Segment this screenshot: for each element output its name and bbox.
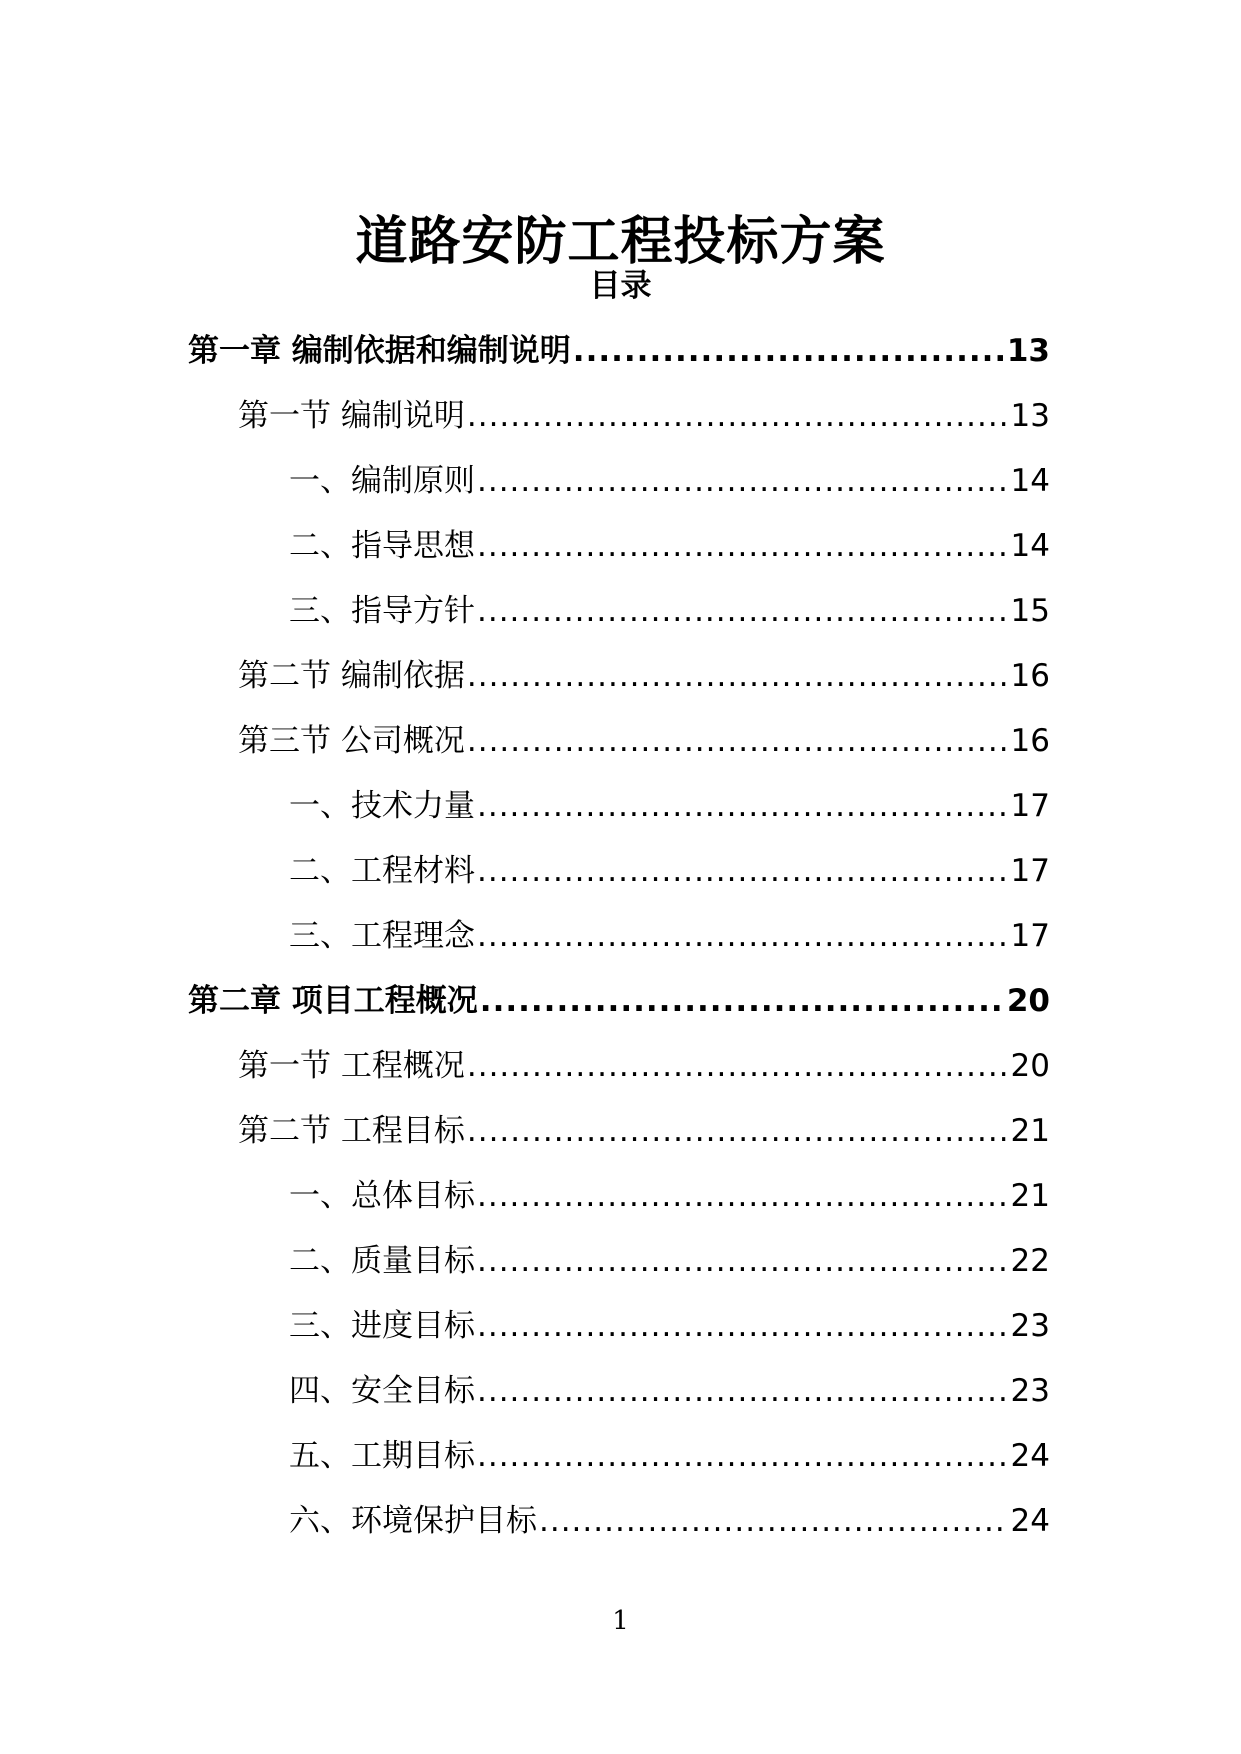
document-title: 道路安防工程投标方案: [355, 211, 886, 272]
toc-entry-title: 第一节 编制说明: [238, 398, 465, 434]
toc-entry-title: 第二节 工程目标: [238, 1113, 465, 1149]
toc-entry-page-number: 17: [1010, 853, 1050, 889]
toc-entry-title: 第一章 编制依据和编制说明: [188, 333, 571, 369]
toc-dot-leader: [573, 326, 1005, 376]
toc-entry-title: 一、总体目标: [289, 1178, 475, 1214]
toc-entry-title: 第三节 公司概况: [238, 723, 465, 759]
toc-entry-title: 一、技术力量: [289, 788, 475, 824]
toc-entry-title: 第二章 项目工程概况: [188, 983, 478, 1019]
toc-entry-page-number: 17: [1010, 788, 1050, 824]
toc-entry[interactable]: [0, 1431, 1241, 1496]
toc-entry[interactable]: [0, 1496, 1241, 1561]
toc-entry[interactable]: [0, 1041, 1241, 1106]
toc-entry[interactable]: [0, 1106, 1241, 1171]
toc-heading: 目录: [589, 268, 652, 304]
toc-entry-title: 二、工程材料: [289, 853, 475, 889]
toc-dot-leader: [477, 846, 1009, 896]
toc-entry-page-number: 14: [1010, 528, 1050, 564]
toc-entry-title: 三、工程理念: [289, 918, 475, 954]
toc-entry[interactable]: [0, 1301, 1241, 1366]
toc-entry-page-number: 16: [1010, 658, 1050, 694]
toc-entry-title: 四、安全目标: [289, 1373, 475, 1409]
toc-entry[interactable]: [0, 521, 1241, 586]
toc-entry[interactable]: [0, 456, 1241, 521]
toc-entry[interactable]: [0, 1236, 1241, 1301]
toc-entry-page-number: 22: [1010, 1243, 1050, 1279]
toc-entry-page-number: 13: [1006, 333, 1050, 369]
toc-dot-leader: [467, 716, 1009, 766]
page-number: 1: [612, 1606, 629, 1636]
toc-entry[interactable]: [0, 846, 1241, 911]
toc-dot-leader: [480, 976, 1005, 1026]
toc-entry-title: 六、环境保护目标: [289, 1503, 537, 1539]
toc-dot-leader: [477, 521, 1009, 571]
toc-dot-leader: [477, 1431, 1009, 1481]
toc-entry[interactable]: [0, 911, 1241, 976]
toc-dot-leader: [467, 651, 1009, 701]
toc-dot-leader: [477, 1366, 1009, 1416]
toc-dot-leader: [477, 781, 1009, 831]
toc-dot-leader: [477, 586, 1009, 636]
toc-dot-leader: [477, 1236, 1009, 1286]
toc-entry[interactable]: [0, 716, 1241, 781]
toc-entry-title: 五、工期目标: [289, 1438, 475, 1474]
toc-entry-page-number: 15: [1010, 593, 1050, 629]
toc-entry-page-number: 16: [1010, 723, 1050, 759]
toc-entry-page-number: 17: [1010, 918, 1050, 954]
toc-dot-leader: [477, 1301, 1009, 1351]
toc-entry[interactable]: [0, 976, 1241, 1041]
toc-entry-page-number: 14: [1010, 463, 1050, 499]
toc-dot-leader: [467, 391, 1009, 441]
table-of-contents: [0, 326, 1241, 1561]
toc-entry-title: 第二节 编制依据: [238, 658, 465, 694]
toc-entry-page-number: 24: [1010, 1438, 1050, 1474]
toc-entry[interactable]: [0, 1171, 1241, 1236]
toc-dot-leader: [467, 1041, 1009, 1091]
toc-dot-leader: [477, 456, 1009, 506]
toc-entry[interactable]: [0, 326, 1241, 391]
toc-entry-title: 二、质量目标: [289, 1243, 475, 1279]
toc-entry[interactable]: [0, 586, 1241, 651]
toc-entry-page-number: 21: [1010, 1113, 1050, 1149]
toc-dot-leader: [477, 1171, 1009, 1221]
toc-entry-title: 三、进度目标: [289, 1308, 475, 1344]
toc-entry[interactable]: [0, 781, 1241, 846]
toc-entry-title: 三、指导方针: [289, 593, 475, 629]
toc-entry-page-number: 23: [1010, 1308, 1050, 1344]
toc-entry-page-number: 20: [1010, 1048, 1050, 1084]
toc-entry[interactable]: [0, 391, 1241, 456]
toc-entry-page-number: 23: [1010, 1373, 1050, 1409]
toc-entry-page-number: 24: [1010, 1503, 1050, 1539]
toc-entry-title: 二、指导思想: [289, 528, 475, 564]
toc-entry-page-number: 13: [1010, 398, 1050, 434]
toc-dot-leader: [467, 1106, 1009, 1156]
toc-dot-leader: [539, 1496, 1009, 1546]
toc-entry[interactable]: [0, 651, 1241, 716]
toc-entry-title: 第一节 工程概况: [238, 1048, 465, 1084]
toc-entry-page-number: 21: [1010, 1178, 1050, 1214]
toc-dot-leader: [477, 911, 1009, 961]
toc-entry-title: 一、编制原则: [289, 463, 475, 499]
toc-entry[interactable]: [0, 1366, 1241, 1431]
toc-entry-page-number: 20: [1006, 983, 1050, 1019]
